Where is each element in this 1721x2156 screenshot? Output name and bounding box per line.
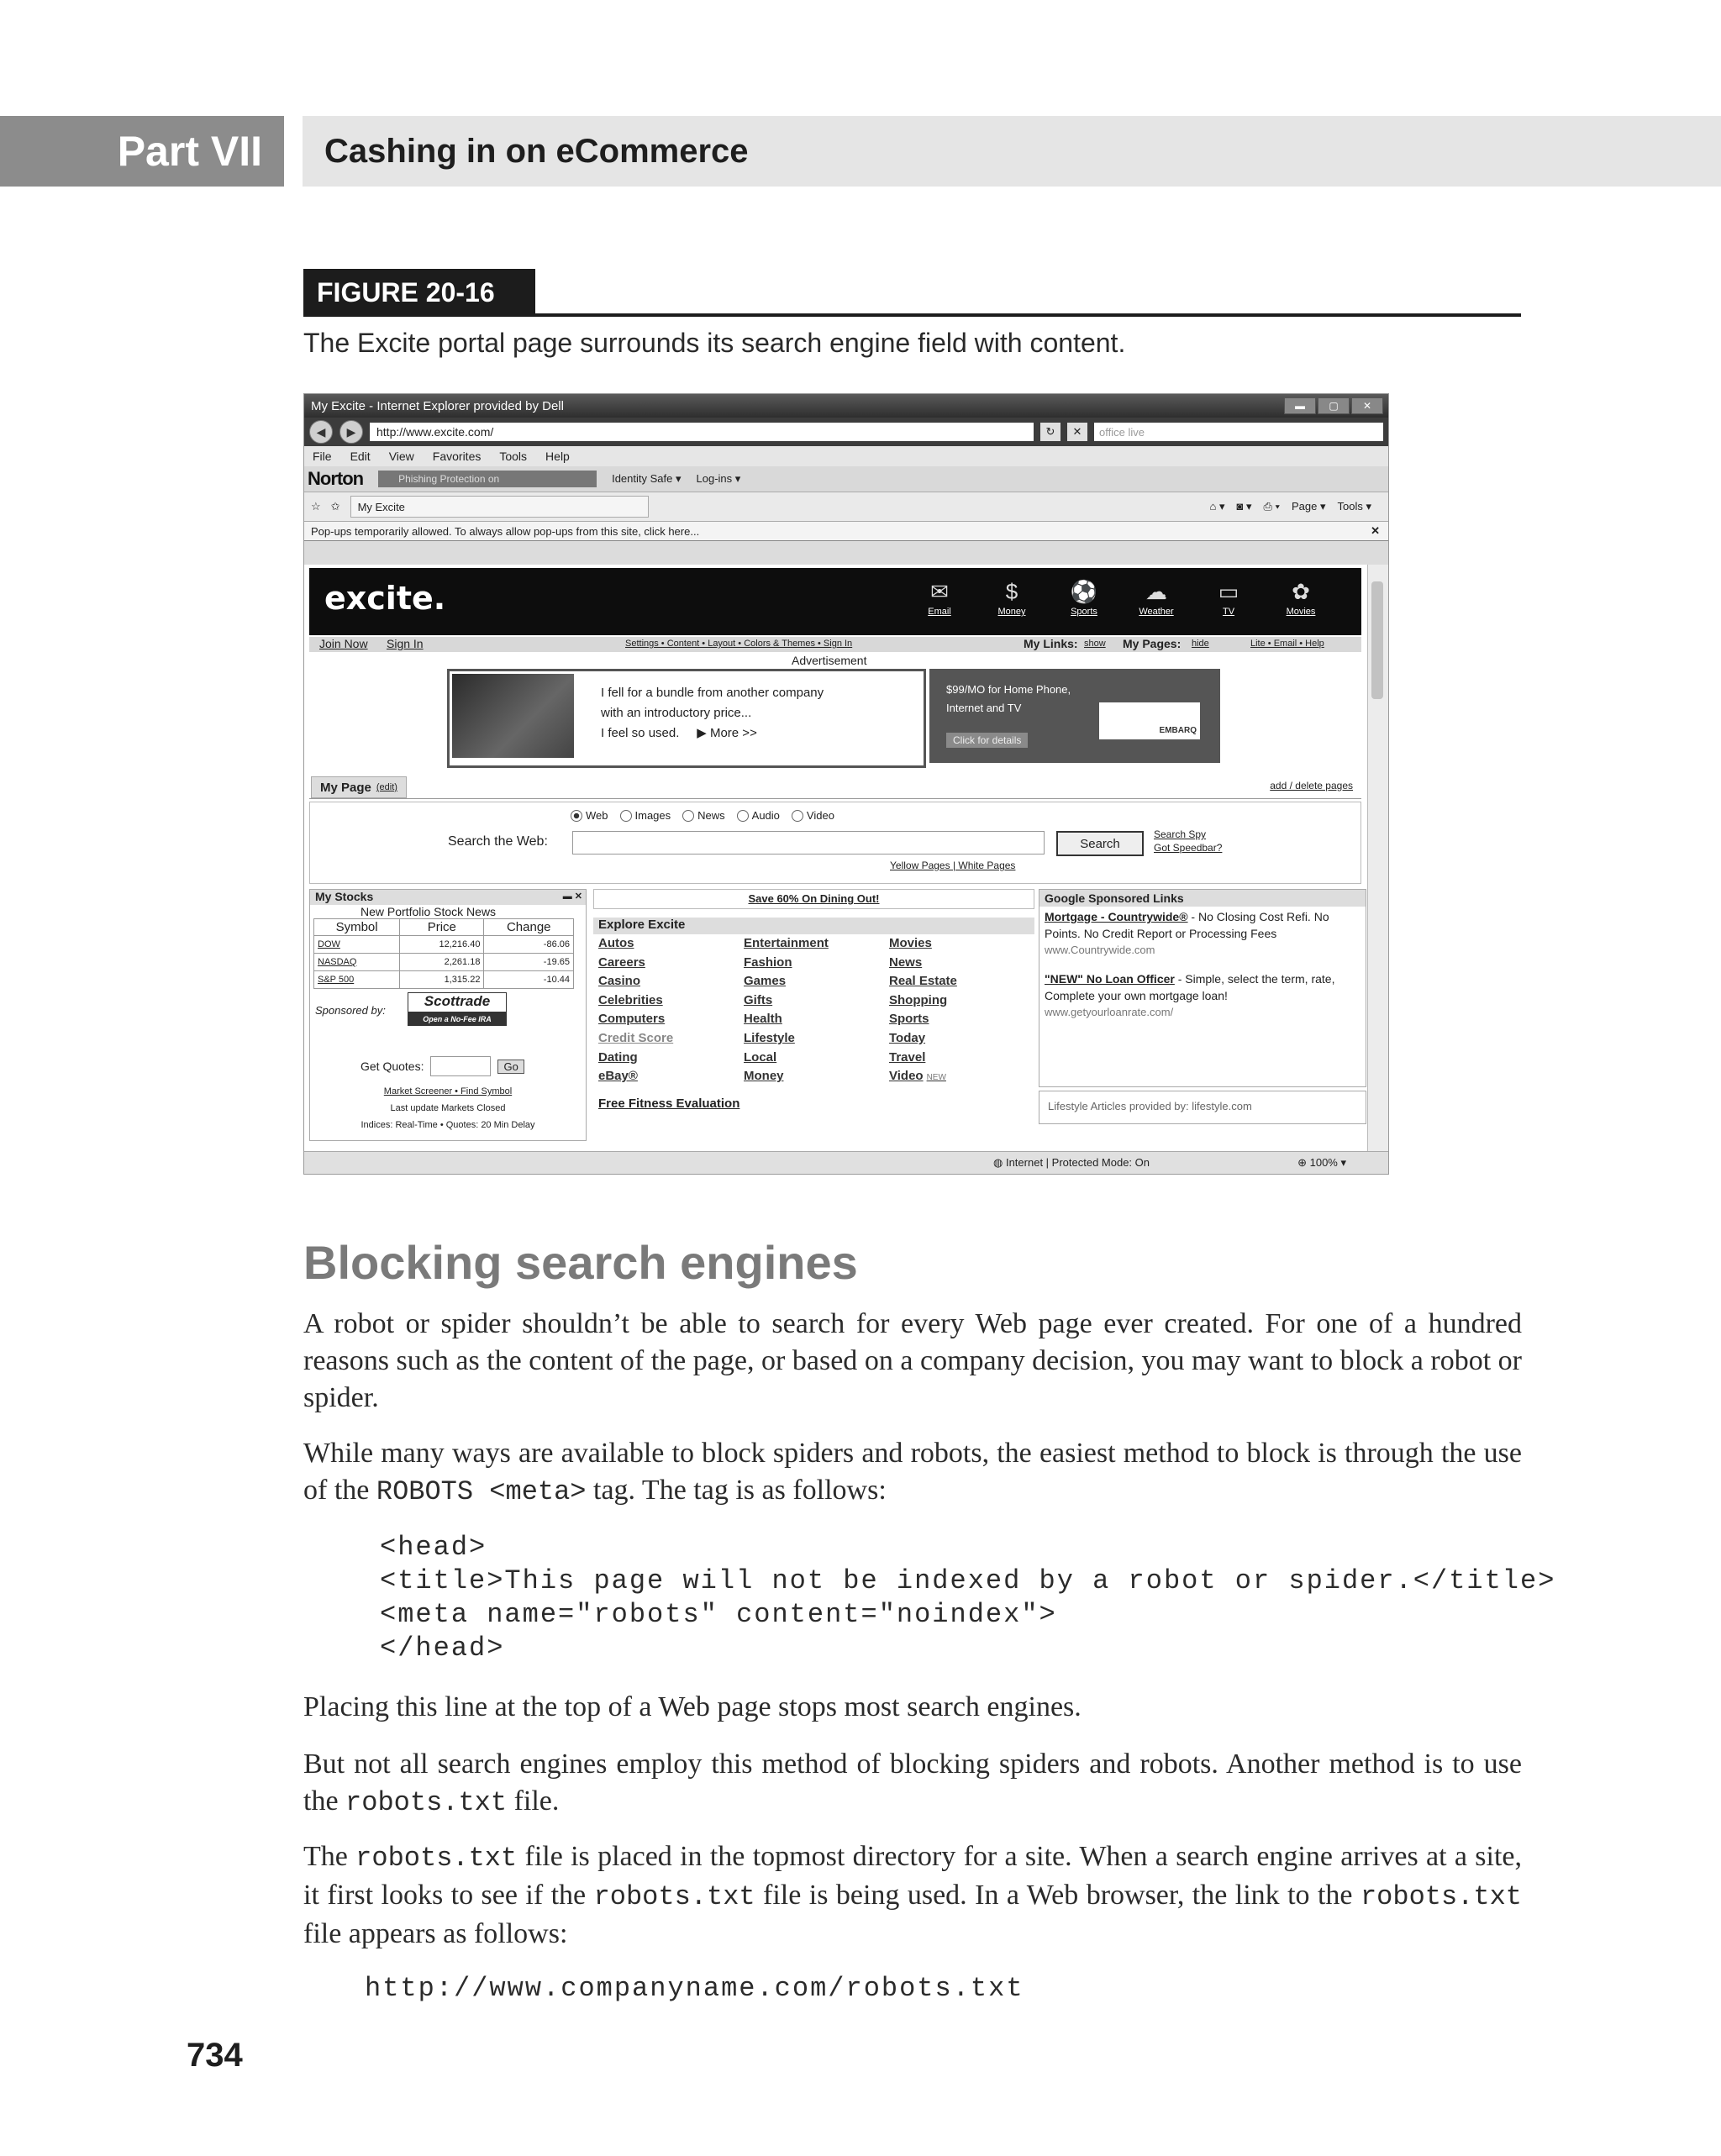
security-zone (993, 1156, 1150, 1170)
my-links-label: My Links: (1024, 637, 1078, 650)
add-delete-pages-link[interactable]: add / delete pages (1270, 780, 1353, 791)
inline-code: robots.txt (593, 1881, 755, 1912)
explore-column (744, 934, 889, 1088)
web-search-panel (309, 802, 1361, 884)
channel-label: Weather (1139, 607, 1174, 617)
ad-more-link[interactable]: More >> (709, 726, 757, 740)
globe-icon: ◍ (993, 1156, 1003, 1169)
window-controls (1284, 397, 1383, 414)
ad-line: with an introductory price... (601, 706, 752, 720)
home-icon[interactable]: ⌂ ▾ (1209, 500, 1225, 513)
explore-link[interactable]: Dating (598, 1049, 638, 1065)
get-quotes-label: Get Quotes: (361, 1060, 424, 1073)
identity-safe-button[interactable]: Identity Safe ▾ (612, 472, 682, 485)
window-title: My Excite - Internet Explorer provided by Dell (311, 398, 564, 413)
status-bar (304, 1151, 1388, 1174)
radio-label: Video (806, 809, 834, 822)
weather-icon: ☁ (1145, 579, 1167, 604)
my-stocks-panel (309, 889, 587, 1141)
sponsored-by-label: Sponsored by: (315, 1004, 386, 1017)
zoom-icon: ⊕ (1297, 1156, 1307, 1169)
paragraph-4 (303, 1746, 1522, 1822)
explore-link[interactable]: Autos (598, 936, 634, 950)
paragraph-1: A robot or spider shouldn’t be able to search for every Web page ever created. For one of a hundred reasons such as the content of the page, or based on a company decision, you may want to block a robot or spider. (303, 1308, 1522, 1413)
tools-menu[interactable]: Tools ▾ (1337, 500, 1371, 513)
radio-label: Images (634, 809, 671, 822)
browser-search-input[interactable]: office live (1094, 423, 1383, 441)
explore-link[interactable]: Real Estate (889, 974, 957, 989)
money-icon: $ (1005, 579, 1018, 604)
search-spy-link[interactable]: Search Spy (1154, 828, 1207, 840)
ad-line: $99/MO for Home Phone, (946, 683, 1071, 696)
explore-link[interactable]: Gifts (744, 992, 773, 1007)
channel-sports[interactable] (1057, 576, 1111, 617)
table-row (314, 971, 574, 989)
table-row (314, 954, 574, 971)
channel-label: Money (997, 607, 1026, 617)
radio-images[interactable] (620, 809, 671, 822)
column-header: Price (400, 919, 484, 936)
ad-photo (452, 674, 574, 758)
figure-label: FIGURE 20-16 (303, 269, 535, 317)
page-scrollbar[interactable] (1367, 565, 1388, 1153)
stocks-title: My Stocks (315, 890, 374, 903)
text-run: While many ways are available to block spiders and robots, the easiest method to block is through the use of the (303, 1438, 1522, 1506)
figure-caption: The Excite portal page surrounds its search engine field with content. (303, 328, 1126, 358)
channel-label: Sports (1071, 607, 1097, 617)
menu-tools[interactable]: Tools (499, 450, 528, 463)
address-row (304, 418, 1388, 446)
radio-icon (620, 810, 632, 822)
stocks-table (313, 918, 574, 989)
video-icon: ▶ (697, 726, 707, 740)
radio-label: Web (586, 809, 608, 822)
chapter-title: Cashing in on eCommerce (303, 116, 1721, 187)
radio-news[interactable] (682, 809, 725, 822)
sports-icon: ⚽ (1070, 579, 1098, 604)
web-search-input[interactable] (572, 831, 1045, 855)
stop-icon[interactable]: ✕ (1067, 423, 1087, 441)
text-run: The (303, 1841, 356, 1872)
email-icon: ✉ (930, 579, 949, 604)
logins-button[interactable]: Log-ins ▾ (696, 472, 741, 485)
sponsored-ad-text: - No Closing Cost Refi. No Points. No Credit Report or Processing Fees (1045, 910, 1329, 940)
scroll-thumb[interactable] (1371, 581, 1383, 699)
sign-in-link[interactable]: Sign In (387, 637, 424, 650)
channel-tv[interactable] (1202, 576, 1255, 617)
ad-line: I feel so used. (601, 726, 680, 740)
section-heading: Blocking search engines (303, 1236, 858, 1289)
explore-link[interactable]: Local (744, 1049, 777, 1065)
text-run: tag. The tag is as follows: (586, 1475, 887, 1506)
browser-screenshot (303, 393, 1389, 1175)
my-page-label: My Page (320, 780, 371, 795)
excite-link-bar (309, 637, 1361, 652)
window-titlebar (304, 394, 1388, 418)
panel-controls[interactable]: ▬ ✕ (562, 891, 582, 902)
menu-view[interactable]: View (388, 450, 414, 463)
code-line: <title>This page will not be indexed by a robot or spider.</title> (380, 1565, 1556, 1596)
radio-label: News (697, 809, 725, 822)
search-button[interactable]: Search (1056, 831, 1144, 856)
stock-symbol[interactable]: DOW (314, 936, 400, 954)
indices-delay-text: Indices: Real-Time • Quotes: 20 Min Delay (361, 1120, 535, 1130)
yellow-white-pages-links[interactable]: Yellow Pages | White Pages (890, 860, 1016, 871)
radio-audio[interactable] (737, 809, 780, 822)
norton-toolbar (304, 466, 1388, 492)
command-bar (1210, 500, 1371, 513)
ad-line: Internet and TV (946, 702, 1022, 714)
my-page-bar (309, 776, 1361, 799)
lifestyle-label: Lifestyle Articles provided by: (1048, 1100, 1189, 1112)
table-row (314, 936, 574, 954)
lifestyle-articles (1039, 1091, 1366, 1124)
add-favorite-icon[interactable]: ✩ (330, 500, 340, 513)
table-header-row (314, 919, 574, 936)
ad-line: I fell for a bundle from another company (601, 686, 824, 700)
url-line: http://www.companyname.com/robots.txt (365, 1973, 1024, 2004)
radio-web[interactable] (571, 809, 608, 822)
fitness-link[interactable]: Free Fitness Evaluation (598, 1096, 740, 1111)
channel-icons (913, 576, 1328, 617)
scottrade-ad[interactable] (408, 992, 507, 1029)
explore-excite-panel (593, 889, 1034, 1158)
radio-icon (682, 810, 694, 822)
tab-my-excite[interactable]: My Excite (350, 496, 649, 518)
explore-link[interactable]: Casino (598, 974, 641, 989)
sponsored-ad-url[interactable]: www.getyourloanrate.com/ (1045, 1006, 1174, 1018)
menu-favorites[interactable]: Favorites (432, 450, 482, 463)
banner-ad-bundle[interactable] (447, 669, 926, 768)
feeds-icon[interactable]: ◙ ▾ (1236, 500, 1252, 513)
scottrade-logo: Scottrade (408, 992, 507, 1012)
code-line: </head> (380, 1633, 505, 1664)
radio-selected-icon (571, 810, 582, 822)
address-bar[interactable]: http://www.excite.com/ (370, 423, 1034, 441)
stock-symbol[interactable]: S&P 500 (314, 971, 400, 989)
stock-symbol[interactable]: NASDAQ (314, 954, 400, 971)
sponsored-ad-text: - Simple, select the term, rate, Complete your own mortgage loan! (1045, 972, 1335, 1002)
embarq-logo: EMBARQ (1099, 702, 1200, 739)
forward-icon[interactable]: ▶ (339, 420, 363, 444)
explore-excite-title: Explore Excite (593, 918, 1034, 934)
norton-logo: Norton (308, 468, 364, 489)
stock-change: -19.65 (484, 954, 574, 971)
radio-icon (792, 810, 803, 822)
close-icon[interactable]: ✕ (1351, 397, 1383, 414)
text-run: file is placed in the topmost directory for a site. When a search engine arrives at a site, it first looks to see if the (303, 1841, 1523, 1911)
go-button[interactable]: Go (497, 1060, 524, 1074)
refresh-icon[interactable]: ↻ (1040, 423, 1060, 441)
page-number: 734 (187, 2037, 243, 2074)
explore-link[interactable]: Games (744, 974, 787, 989)
explore-link[interactable]: Credit Score (598, 1030, 674, 1045)
search-spy-links (1154, 828, 1222, 855)
explore-link[interactable]: Today (889, 1030, 926, 1045)
new-badge: NEW (926, 1073, 946, 1083)
column-header: Change (484, 919, 574, 936)
market-screener-links[interactable]: Market Screener • Find Symbol (383, 1086, 513, 1096)
maximize-icon[interactable]: ▢ (1318, 397, 1350, 414)
edit-link[interactable]: (edit) (376, 782, 397, 792)
dining-promo-link[interactable]: Save 60% On Dining Out! (593, 889, 1034, 909)
explore-link[interactable]: Sports (889, 1012, 929, 1027)
channel-label: TV (1222, 607, 1235, 617)
text-run: But not all search engines employ this method of blocking spiders and robots. Another method is to use the (303, 1748, 1522, 1817)
explore-link[interactable]: News (889, 954, 923, 970)
channel-email[interactable] (913, 576, 966, 617)
sponsored-ad-title[interactable]: "NEW" No Loan Officer (1045, 972, 1175, 986)
stock-change: -10.44 (484, 971, 574, 989)
paragraph-3: Placing this line at the top of a Web page stops most search engines. (303, 1691, 1082, 1722)
get-quotes-form (361, 1056, 524, 1076)
stock-price: 12,216.40 (400, 936, 484, 954)
got-speedbar-link[interactable]: Got Speedbar? (1154, 842, 1223, 854)
popup-close-icon[interactable]: ✕ (1371, 524, 1380, 537)
movies-icon: ✿ (1292, 579, 1310, 604)
menu-file[interactable]: File (313, 450, 332, 463)
phishing-protection-dropdown[interactable]: Phishing Protection on (378, 471, 597, 487)
banner-ad-embarq[interactable] (929, 669, 1220, 763)
figure-rule (303, 313, 1521, 317)
explore-link[interactable]: Shopping (889, 992, 948, 1007)
scottrade-tagline: Open a No-Fee IRA (408, 1012, 507, 1026)
minimize-icon[interactable]: ▬ (1284, 397, 1316, 414)
code-line: <head> (380, 1532, 487, 1563)
favorites-star-icon[interactable]: ☆ (311, 500, 321, 513)
explore-link[interactable]: Celebrities (598, 992, 663, 1007)
menu-bar (304, 446, 1388, 466)
page-menu[interactable]: Page ▾ (1292, 500, 1326, 513)
lite-links[interactable]: Lite • Email • Help (1250, 639, 1324, 649)
radio-video[interactable] (792, 809, 834, 822)
channel-weather[interactable] (1129, 576, 1183, 617)
sponsored-ad (1039, 907, 1366, 960)
settings-links[interactable]: Settings • Content • Layout • Colors & Themes • Sign In (625, 639, 853, 649)
stocks-header (310, 890, 586, 905)
explore-link[interactable]: Computers (598, 1012, 666, 1027)
sponsored-ad-title[interactable]: Mortgage - Countrywide® (1045, 910, 1188, 923)
ad-text (946, 681, 1071, 718)
excite-logo[interactable]: excite. (324, 580, 446, 617)
my-pages-hide[interactable]: hide (1192, 639, 1209, 649)
channel-label: Movies (1286, 607, 1316, 617)
channel-label: Email (928, 607, 951, 617)
sponsored-ad (1039, 969, 1366, 1023)
radio-label: Audio (751, 809, 780, 822)
stock-change: -86.06 (484, 936, 574, 954)
popup-notice[interactable]: Pop-ups temporarily allowed. To always allow pop-ups from this site, click here... (311, 524, 700, 538)
explore-link[interactable]: Lifestyle (744, 1030, 795, 1045)
advertisement-label: Advertisement (792, 654, 867, 667)
explore-link[interactable]: Fashion (744, 954, 792, 970)
paragraph-5 (303, 1838, 1522, 1953)
search-type-options (571, 809, 834, 822)
inline-code: robots.txt (345, 1787, 508, 1818)
click-for-details-button[interactable]: Click for details (946, 733, 1028, 748)
explore-link[interactable]: Careers (598, 954, 645, 970)
explore-link[interactable]: Movies (889, 936, 932, 950)
zone-text: Internet | Protected Mode: On (1005, 1156, 1150, 1169)
channel-movies[interactable] (1274, 576, 1328, 617)
sponsored-links-title: Google Sponsored Links (1039, 890, 1366, 907)
part-label: Part VII (0, 116, 284, 187)
explore-column (889, 934, 1034, 1088)
my-links-show[interactable]: show (1084, 639, 1106, 649)
popup-info-bar[interactable] (304, 522, 1388, 541)
explore-link[interactable]: Entertainment (744, 936, 829, 950)
print-icon[interactable]: ⎙ ▾ (1263, 500, 1280, 513)
ad-text (601, 683, 824, 744)
inline-code: robots.txt (355, 1843, 518, 1874)
google-sponsored-links (1039, 889, 1366, 1087)
code-line: <meta name="robots" content="noindex"> (380, 1599, 1057, 1630)
stock-price: 1,315.22 (400, 971, 484, 989)
channel-money[interactable] (985, 576, 1039, 617)
explore-column (598, 934, 744, 1088)
explore-link[interactable]: eBay® (598, 1069, 638, 1084)
excite-header (309, 568, 1361, 635)
column-header: Symbol (314, 919, 400, 936)
text-run: file appears as follows: (303, 1918, 568, 1949)
inline-code: robots.txt (1360, 1881, 1522, 1912)
menu-help[interactable]: Help (545, 450, 570, 463)
paragraph-2 (303, 1435, 1522, 1511)
zoom-control[interactable]: ⊕ 100% ▾ (1297, 1156, 1346, 1169)
zoom-level: 100% (1309, 1156, 1338, 1169)
radio-icon (737, 810, 749, 822)
tab-my-page[interactable] (311, 776, 407, 798)
tab-bar (304, 492, 1388, 522)
explore-link[interactable]: Video (889, 1069, 924, 1084)
explore-links (593, 934, 1034, 1088)
last-update-text: Last update Markets Closed (390, 1103, 506, 1113)
my-pages-label: My Pages: (1123, 637, 1182, 650)
excite-page (304, 565, 1369, 1153)
explore-link[interactable]: Money (744, 1069, 784, 1084)
back-icon[interactable]: ◀ (309, 420, 333, 444)
text-run: file is being used. In a Web browser, the link to the (755, 1880, 1360, 1911)
sponsored-ad-url[interactable]: www.Countrywide.com (1045, 944, 1155, 956)
stocks-subtitle[interactable]: New Portfolio Stock News (361, 905, 497, 918)
tv-icon: ▭ (1218, 579, 1239, 604)
explore-link[interactable]: Health (744, 1012, 782, 1027)
search-the-web-label: Search the Web: (448, 834, 548, 849)
inline-code: ROBOTS <meta> (376, 1476, 587, 1507)
quote-input[interactable] (430, 1056, 491, 1076)
explore-link[interactable]: Travel (889, 1049, 926, 1065)
join-now-link[interactable]: Join Now (319, 637, 368, 650)
stock-price: 2,261.18 (400, 954, 484, 971)
lifestyle-logo[interactable]: lifestyle.com (1192, 1100, 1252, 1112)
menu-edit[interactable]: Edit (350, 450, 371, 463)
text-run: file. (507, 1785, 560, 1817)
